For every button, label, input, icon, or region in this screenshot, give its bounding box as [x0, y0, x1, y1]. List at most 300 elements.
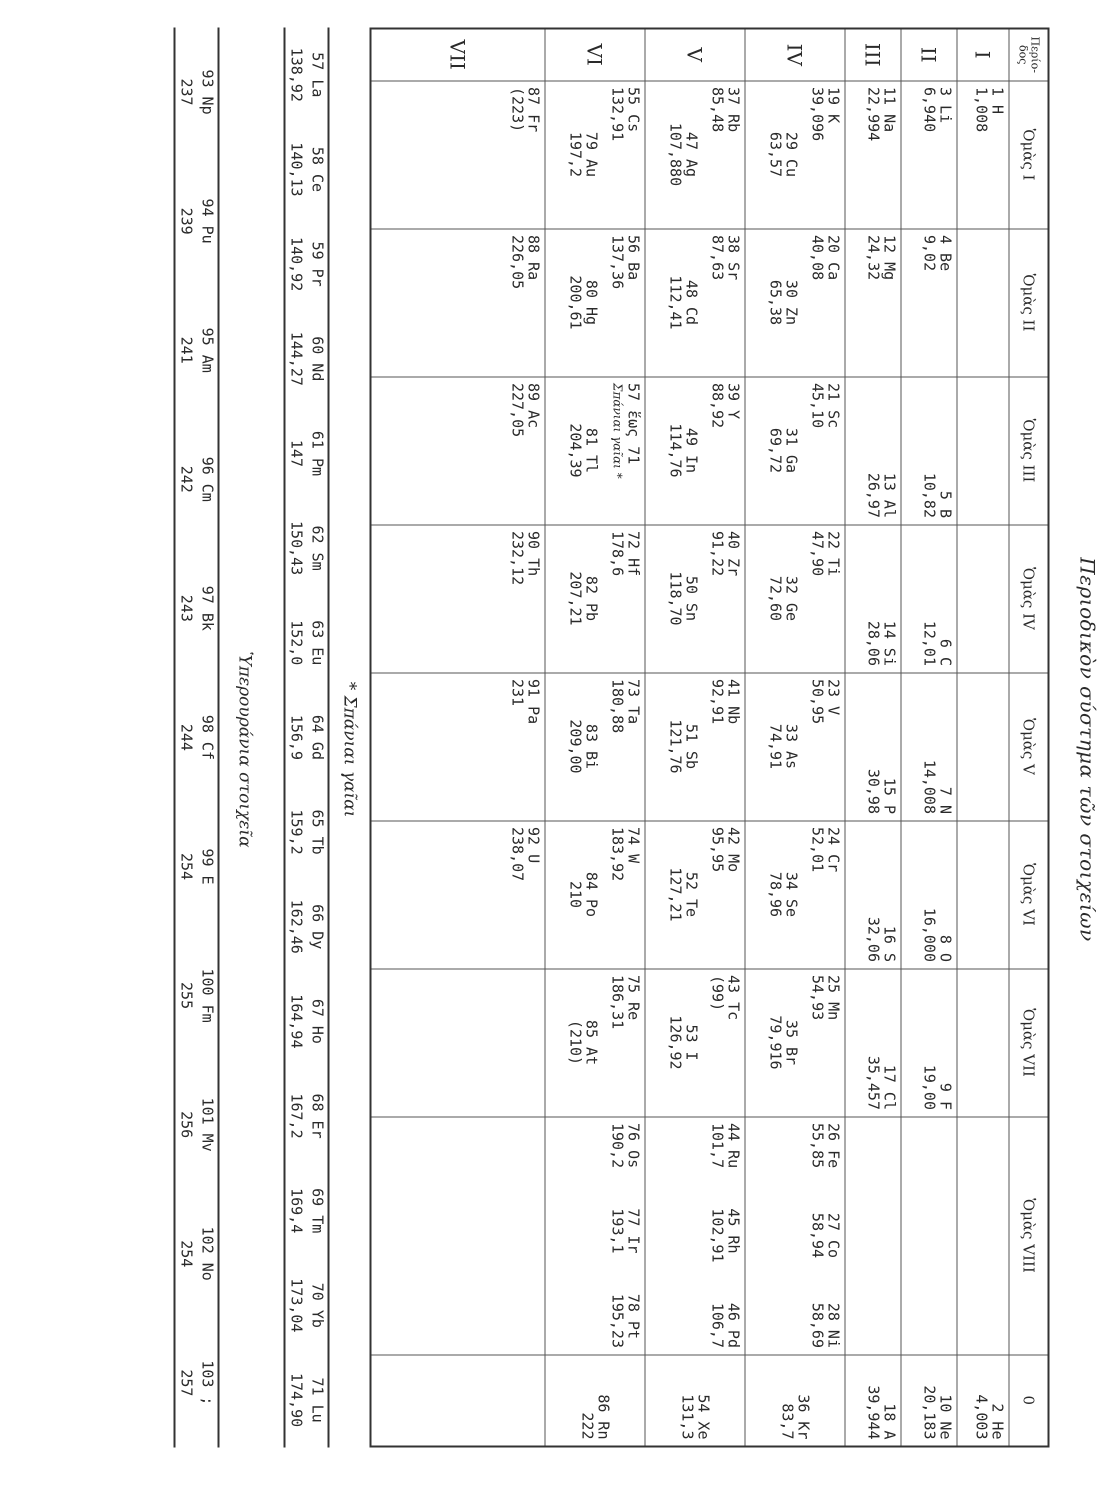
element-cell [745, 821, 845, 969]
empty-cell [370, 1117, 545, 1355]
atomic-weight: 106,7 [708, 1302, 726, 1348]
atomic-weight: 156,9 [287, 714, 305, 760]
element-symbol: 75 Re [624, 975, 642, 1021]
atomic-weight: 72,60 [766, 575, 784, 622]
element-symbol: 95 Am [198, 327, 216, 373]
atomic-weight: 164,94 [287, 994, 305, 1049]
atomic-weight: 167,2 [287, 1093, 305, 1139]
period-row-7 [370, 29, 545, 1447]
atomic-weight: 32,06 [864, 916, 882, 962]
header-group-5: Ὁμὰς V [1009, 673, 1049, 821]
element-symbol: 89 Ac [524, 383, 542, 429]
atomic-weight: 47,90 [808, 531, 826, 577]
element-cell [845, 1355, 901, 1447]
element-symbol: 31 Ga [782, 427, 800, 474]
element-symbol: 86 Rn [594, 1394, 612, 1440]
page-title: Περιοδικὸν σύστημα τῶν στοιχείων [1075, 557, 1099, 942]
element-cell [645, 525, 745, 673]
period-label: V [645, 29, 745, 81]
atomic-weight: 147 [287, 439, 305, 467]
element-cell [901, 969, 957, 1117]
atomic-weight: 14,008 [920, 759, 938, 814]
atomic-weight: 237 [177, 78, 195, 106]
atomic-weight: 180,88 [608, 679, 626, 734]
element-cell [645, 821, 745, 969]
atomic-weight: 54,93 [808, 975, 826, 1021]
atomic-weight: (210) [566, 1019, 584, 1066]
element-symbol: 63 Eu [308, 620, 326, 666]
atomic-weight: 195,23 [608, 1293, 626, 1348]
element-cell [745, 525, 845, 673]
atomic-weight: (99) [708, 975, 726, 1012]
element-symbol: 6 C [936, 638, 954, 666]
element-cell [745, 81, 845, 229]
atomic-weight: 244 [177, 723, 195, 751]
atomic-weight: 4,003 [972, 1394, 990, 1440]
atomic-weight: 35,457 [864, 1055, 882, 1110]
empty-cell [957, 525, 1009, 673]
atomic-weight: 169,4 [287, 1188, 305, 1234]
element-symbol: 14 Si [880, 620, 898, 666]
element-symbol: 68 Er [308, 1093, 326, 1139]
element-symbol: 94 Pu [198, 198, 216, 244]
element-symbol: 99 E [198, 848, 216, 885]
atomic-weight: 174,90 [287, 1373, 305, 1428]
empty-cell [957, 1117, 1009, 1355]
element-symbol: 5 B [936, 490, 954, 518]
atomic-weight: 178,6 [608, 531, 626, 577]
rare-earths-note: Σπάνιαι γαῖαι * [610, 383, 624, 479]
element-cell [370, 525, 545, 673]
atomic-weight: 79,916 [766, 1015, 784, 1070]
atomic-weight: 95,95 [708, 827, 726, 873]
atomic-weight: 204,39 [566, 423, 584, 478]
header-group-1: Ὁμὰς I [1009, 81, 1049, 229]
element-symbol: 103 ; [198, 1360, 216, 1406]
atomic-weight: 50,95 [808, 679, 826, 725]
element-symbol: 93 Np [198, 69, 216, 115]
element-symbol: 4 Be [936, 235, 954, 272]
atomic-weight: 78,96 [766, 871, 784, 918]
element-cell [370, 673, 545, 821]
element-cell [745, 1117, 845, 1355]
empty-cell [370, 1355, 545, 1447]
atomic-weight: 28,06 [864, 620, 882, 666]
element-symbol: 98 Cf [198, 714, 216, 760]
element-cell [901, 81, 957, 229]
element-symbol: 97 Bk [198, 585, 216, 631]
element-symbol: 53 I [682, 1024, 700, 1061]
element-symbol: 72 Hf [624, 531, 642, 577]
element-symbol: 48 Cd [682, 279, 700, 326]
atomic-weight: 186,31 [608, 975, 626, 1030]
element-symbol: 20 Ca [824, 235, 842, 281]
element-symbol: 33 As [782, 723, 800, 770]
atomic-weight: 69,72 [766, 427, 784, 474]
element-cell [745, 1355, 845, 1447]
element-cell [845, 525, 901, 673]
atomic-weight: 127,21 [666, 867, 684, 922]
atomic-weight: 232,12 [508, 531, 526, 586]
atomic-weight: 126,92 [666, 1015, 684, 1070]
atomic-weight: 52,01 [808, 827, 826, 873]
atomic-weight: 144,27 [287, 331, 305, 386]
period-row-1 [957, 29, 1009, 1447]
period-label: I [957, 29, 1009, 81]
element-symbol: 37 Rb [724, 87, 742, 133]
period-row-2 [901, 29, 957, 1447]
element-symbol: 12 Mg [880, 235, 898, 281]
element-symbol: 55 Cs [624, 87, 642, 133]
element-symbol: 59 Pr [308, 241, 326, 287]
empty-cell [957, 673, 1009, 821]
periodic-table [369, 28, 1049, 1448]
element-symbol: 71 Lu [308, 1377, 326, 1423]
element-symbol: 42 Mo [724, 827, 742, 873]
element-symbol: 10 Ne [936, 1394, 954, 1440]
transuranic-weights-row [174, 28, 196, 1448]
element-symbol: 64 Gd [308, 714, 326, 760]
atomic-weight: 137,36 [608, 235, 626, 290]
element-symbol: 17 Cl [880, 1064, 898, 1110]
element-symbol: 50 Sn [682, 575, 700, 622]
atomic-weight: 92,91 [708, 679, 726, 725]
atomic-weight: 255 [177, 982, 195, 1010]
element-cell [545, 81, 645, 229]
element-symbol: 2 He [988, 1403, 1006, 1440]
element-cell [901, 821, 957, 969]
element-symbol: 35 Br [782, 1019, 800, 1066]
header-group-0: 0 [1009, 1355, 1049, 1447]
atomic-weight: 12,01 [920, 620, 938, 666]
atomic-weight: 65,38 [766, 279, 784, 326]
element-cell [745, 969, 845, 1117]
element-cell [845, 673, 901, 821]
atomic-weight: 85,48 [708, 87, 726, 133]
element-symbol: 19 K [824, 87, 842, 124]
header-group-2: Ὁμὰς II [1009, 229, 1049, 377]
element-symbol: 85 At [582, 1019, 600, 1066]
element-symbol: 57 La [308, 52, 326, 98]
element-symbol: 67 Ho [308, 998, 326, 1044]
period-row-3 [845, 29, 901, 1447]
element-cell [901, 673, 957, 821]
atomic-weight: 210 [566, 880, 584, 909]
atomic-weight: 200,61 [566, 275, 584, 330]
element-symbol: 39 Y [724, 383, 742, 420]
header-group-6: Ὁμὰς VI [1009, 821, 1049, 969]
period-label: VI [545, 29, 645, 81]
atomic-weight: 118,70 [666, 571, 684, 626]
header-group-4: Ὁμὰς IV [1009, 525, 1049, 673]
atomic-weight: 242 [177, 465, 195, 493]
atomic-weight: 87,63 [708, 235, 726, 281]
atomic-weight: 63,57 [766, 131, 784, 178]
element-cell [370, 821, 545, 969]
lanthanide-weights-row [284, 28, 306, 1448]
element-cell [901, 525, 957, 673]
element-symbol: 44 Ru [724, 1123, 742, 1169]
element-cell [545, 821, 645, 969]
element-symbol: 62 Sm [308, 525, 326, 571]
element-symbol: 102 No [198, 1226, 216, 1281]
element-symbol: 81 Tl [582, 427, 600, 474]
rare-earths-caption: * Σπάνιαι γαῖαι [339, 681, 359, 818]
atomic-weight: (223) [508, 87, 526, 133]
atomic-weight: 132,91 [608, 87, 626, 142]
element-symbol: 24 Cr [824, 827, 842, 873]
element-symbol: 54 Xe [694, 1394, 712, 1440]
atomic-weight: 140,13 [287, 142, 305, 197]
element-symbol: 80 Hg [582, 279, 600, 326]
element-symbol: 28 Ni [824, 1302, 842, 1348]
empty-cell [957, 377, 1009, 525]
atomic-weight: 1,008 [972, 87, 990, 133]
element-symbol: 13 Al [880, 472, 898, 518]
element-symbol: 79 Au [582, 131, 600, 178]
period-row-6 [545, 29, 645, 1447]
atomic-weight: 26,97 [864, 472, 882, 518]
element-symbol: 9 F [936, 1082, 954, 1110]
empty-cell [370, 969, 545, 1117]
atomic-weight: 30,98 [864, 768, 882, 814]
element-symbol: 27 Co [824, 1212, 842, 1259]
element-cell [545, 377, 645, 525]
element-symbol: 100 Fm [198, 968, 216, 1023]
element-symbol: 29 Cu [782, 131, 800, 178]
atomic-weight: 197,2 [566, 131, 584, 178]
element-symbol: 16 S [880, 925, 898, 962]
atomic-weight: 22,994 [864, 87, 882, 142]
element-cell [957, 81, 1009, 229]
element-cell [845, 969, 901, 1117]
element-symbol: 25 Mn [824, 975, 842, 1021]
element-symbol: 52 Te [682, 871, 700, 918]
empty-cell [845, 1117, 901, 1355]
lanthanides-table [283, 28, 329, 1448]
atomic-weight: 193,1 [608, 1208, 626, 1254]
transuranic-caption: Ὑπερουράνια στοιχεῖα [234, 651, 254, 848]
element-cell [845, 821, 901, 969]
element-symbol: 41 Nb [724, 679, 742, 725]
atomic-weight: 243 [177, 594, 195, 622]
element-symbol: 1 H [988, 87, 1006, 115]
atomic-weight: 20,183 [920, 1385, 938, 1440]
element-symbol: 8 O [936, 934, 954, 962]
empty-cell [957, 969, 1009, 1117]
period-label: II [901, 29, 957, 81]
element-symbol: 84 Po [582, 871, 600, 918]
element-cell [545, 229, 645, 377]
atomic-weight: 162,46 [287, 899, 305, 954]
atomic-weight: 39,096 [808, 87, 826, 142]
atomic-weight: 58,94 [808, 1212, 826, 1259]
atomic-weight: 209,00 [566, 719, 584, 774]
atomic-weight: 140,92 [287, 237, 305, 292]
atomic-weight: 24,32 [864, 235, 882, 281]
atomic-weight: 254 [177, 1240, 195, 1268]
element-symbol: 26 Fe [824, 1123, 842, 1169]
element-symbol: 76 Os [624, 1123, 642, 1169]
element-symbol: 15 P [880, 777, 898, 814]
atomic-weight: 227,05 [508, 383, 526, 438]
element-cell [545, 525, 645, 673]
atomic-weight: 222 [578, 1412, 596, 1440]
element-cell [545, 1355, 645, 1447]
empty-cell [901, 1117, 957, 1355]
element-symbol: 70 Yb [308, 1282, 326, 1328]
element-symbol: 21 Sc [824, 383, 842, 429]
element-cell [845, 377, 901, 525]
atomic-weight: 112,41 [666, 275, 684, 330]
empty-cell [957, 229, 1009, 377]
atomic-weight: 239 [177, 207, 195, 235]
element-symbol: 43 Tc [724, 975, 742, 1021]
lanthanide-symbols-row [306, 28, 328, 1448]
element-symbol: 49 In [682, 427, 700, 474]
atomic-weight: 88,92 [708, 383, 726, 429]
element-symbol: 90 Th [524, 531, 542, 577]
element-symbol: 82 Pb [582, 575, 600, 622]
period-row-4 [745, 29, 845, 1447]
period-label: III [845, 29, 901, 81]
element-symbol: 61 Pm [308, 430, 326, 477]
period-label: VII [370, 29, 545, 81]
element-symbol: 22 Ti [824, 531, 842, 577]
element-symbol: 58 Ce [308, 146, 326, 193]
atomic-weight: 6,940 [920, 87, 938, 133]
header-period: Περίο-δος [1009, 29, 1049, 81]
element-symbol: 60 Nd [308, 336, 326, 382]
atomic-weight: 16,000 [920, 907, 938, 962]
element-cell [645, 673, 745, 821]
atomic-weight: 183,92 [608, 827, 626, 882]
atomic-weight: 226,05 [508, 235, 526, 290]
period-label: IV [745, 29, 845, 81]
atomic-weight: 238,07 [508, 827, 526, 882]
element-cell [545, 1117, 645, 1355]
element-cell [645, 81, 745, 229]
element-symbol: 7 N [936, 786, 954, 814]
atomic-weight: 55,85 [808, 1123, 826, 1169]
atomic-weight: 58,69 [808, 1302, 826, 1348]
transuranics-table [173, 28, 219, 1448]
atomic-weight: 39,944 [864, 1385, 882, 1440]
atomic-weight: 257 [177, 1369, 195, 1397]
atomic-weight: 74,91 [766, 723, 784, 770]
atomic-weight: 114,76 [666, 423, 684, 478]
element-symbol: 45 Rh [724, 1208, 742, 1254]
period-row-5 [645, 29, 745, 1447]
element-symbol: 83 Bi [582, 723, 600, 770]
header-row [1009, 29, 1049, 1447]
atomic-weight: 159,2 [287, 809, 305, 855]
element-cell [370, 377, 545, 525]
element-symbol: 40 Zr [724, 531, 742, 577]
element-symbol: 57 ἕως 71 [624, 383, 642, 465]
atomic-weight: 190,2 [608, 1123, 626, 1169]
element-symbol: 88 Ra [524, 235, 542, 281]
element-cell [957, 1355, 1009, 1447]
atomic-weight: 131,3 [678, 1394, 696, 1440]
element-cell [745, 377, 845, 525]
element-symbol: 91 Pa [524, 679, 542, 725]
element-cell [645, 377, 745, 525]
atomic-weight: 45,10 [808, 383, 826, 429]
atomic-weight: 138,92 [287, 47, 305, 102]
atomic-weight: 256 [177, 1111, 195, 1139]
element-symbol: 101 Mv [198, 1097, 216, 1152]
atomic-weight: 19,00 [920, 1064, 938, 1110]
element-symbol: 56 Ba [624, 235, 642, 281]
atomic-weight: 91,22 [708, 531, 726, 577]
element-symbol: 3 Li [936, 87, 954, 124]
element-symbol: 34 Se [782, 871, 800, 918]
element-symbol: 51 Sb [682, 723, 700, 770]
atomic-weight: 173,04 [287, 1278, 305, 1333]
atomic-weight: 207,21 [566, 571, 584, 626]
atomic-weight: 254 [177, 852, 195, 881]
element-cell [901, 1355, 957, 1447]
element-symbol: 65 Tb [308, 809, 326, 855]
element-cell [370, 81, 545, 229]
element-symbol: 66 Dy [308, 904, 326, 950]
atomic-weight: 241 [177, 336, 195, 364]
atomic-weight: 107,880 [666, 122, 684, 187]
element-symbol: 47 Ag [682, 131, 700, 178]
element-cell [645, 1117, 745, 1355]
element-cell [845, 81, 901, 229]
element-cell [901, 229, 957, 377]
element-symbol: 46 Pd [724, 1302, 742, 1348]
element-cell [545, 969, 645, 1117]
element-symbol: 11 Na [880, 87, 898, 133]
atomic-weight: 10,82 [920, 472, 938, 518]
element-symbol: 73 Ta [624, 679, 642, 725]
atomic-weight: 83,7 [778, 1403, 796, 1440]
atomic-weight: 121,76 [666, 719, 684, 774]
element-cell [645, 229, 745, 377]
atomic-weight: 150,43 [287, 521, 305, 576]
element-symbol: 74 W [624, 827, 642, 864]
element-cell [845, 229, 901, 377]
element-cell [545, 673, 645, 821]
atomic-weight: 152,0 [287, 620, 305, 666]
header-group-7: Ὁμὰς VII [1009, 969, 1049, 1117]
atomic-weight: 9,02 [920, 235, 938, 272]
header-group-3: Ὁμὰς III [1009, 377, 1049, 525]
element-symbol: 92 U [524, 827, 542, 864]
element-cell [645, 1355, 745, 1447]
header-group-8: Ὁμὰς VIII [1009, 1117, 1049, 1355]
element-cell [745, 673, 845, 821]
element-symbol: 87 Fr [524, 87, 542, 133]
element-symbol: 77 Ir [624, 1208, 642, 1254]
atomic-weight: 231 [508, 679, 526, 707]
element-symbol: 78 Pt [624, 1293, 642, 1339]
element-cell [370, 229, 545, 377]
atomic-weight: 101,7 [708, 1123, 726, 1169]
element-cell [745, 229, 845, 377]
element-symbol: 96 Cm [198, 456, 216, 502]
element-symbol: 30 Zn [782, 279, 800, 326]
atomic-weight: 102,91 [708, 1208, 726, 1263]
element-symbol: 69 Tm [308, 1188, 326, 1234]
element-cell [901, 377, 957, 525]
element-cell [645, 969, 745, 1117]
element-symbol: 36 Kr [794, 1394, 812, 1440]
element-symbol: 23 V [824, 679, 842, 716]
